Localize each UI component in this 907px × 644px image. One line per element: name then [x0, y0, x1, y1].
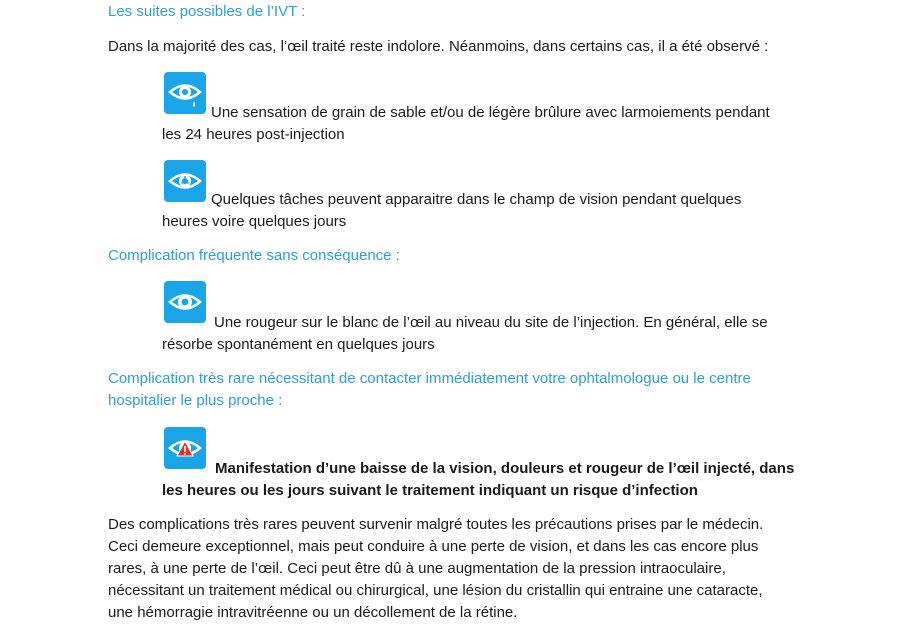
- closing-paragraph-line5: une hémorragie intravitréenne ou un décollement de la rétine.: [108, 604, 518, 621]
- intro-paragraph: Dans la majorité des cas, l’œil traité reste indolore. Néanmoins, dans certains cas, il a été observé :: [108, 38, 769, 55]
- item3-text-line2: résorbe spontanément en quelques jours: [162, 336, 435, 353]
- section-heading-frequent: Complication fréquente sans conséquence :: [108, 247, 400, 264]
- closing-paragraph-line3: rares, à une perte de l’œil. Ceci peut être dû à une augmentation de la pression intraoculaire,: [108, 560, 726, 577]
- section-heading-suites: Les suites possibles de l’IVT :: [108, 3, 306, 20]
- eye-tear-icon: [164, 72, 206, 114]
- closing-paragraph-line1: Des complications très rares peuvent survenir malgré toutes les précautions prises par le médecin.: [108, 516, 764, 533]
- closing-paragraph-line2: Ceci demeure exceptionnel, mais peut conduire à une perte de vision, et dans les cas encore plus: [108, 538, 759, 555]
- section-heading-rare-line2: hospitalier le plus proche :: [108, 392, 283, 409]
- item1-text-line2: les 24 heures post-injection: [162, 126, 345, 143]
- eye-spots-icon: [164, 160, 206, 202]
- item4-text-line2: les heures ou les jours suivant le traitement indiquant un risque d’infection: [162, 482, 698, 499]
- eye-warning-icon: [164, 427, 206, 469]
- item4-text-line1: Manifestation d’une baisse de la vision, douleurs et rougeur de l’œil injecté, dans: [215, 460, 795, 477]
- item1-text-line1: Une sensation de grain de sable et/ou de légère brûlure avec larmoiements pendant: [211, 104, 770, 121]
- section-heading-rare-line1: Complication très rare nécessitant de contacter immédiatement votre ophtalmologue ou le centre: [108, 370, 751, 387]
- item3-text-line1: Une rougeur sur le blanc de l’œil au niveau du site de l’injection. En général, elle se: [214, 314, 768, 331]
- eye-icon: [164, 281, 206, 323]
- closing-paragraph-line4: nécessitant un traitement médical ou chirurgical, une lésion du cristallin qui entraine une cataracte,: [108, 582, 763, 599]
- item2-text-line1: Quelques tâches peuvent apparaitre dans le champ de vision pendant quelques: [211, 191, 742, 208]
- item2-text-line2: heures voire quelques jours: [162, 213, 347, 230]
